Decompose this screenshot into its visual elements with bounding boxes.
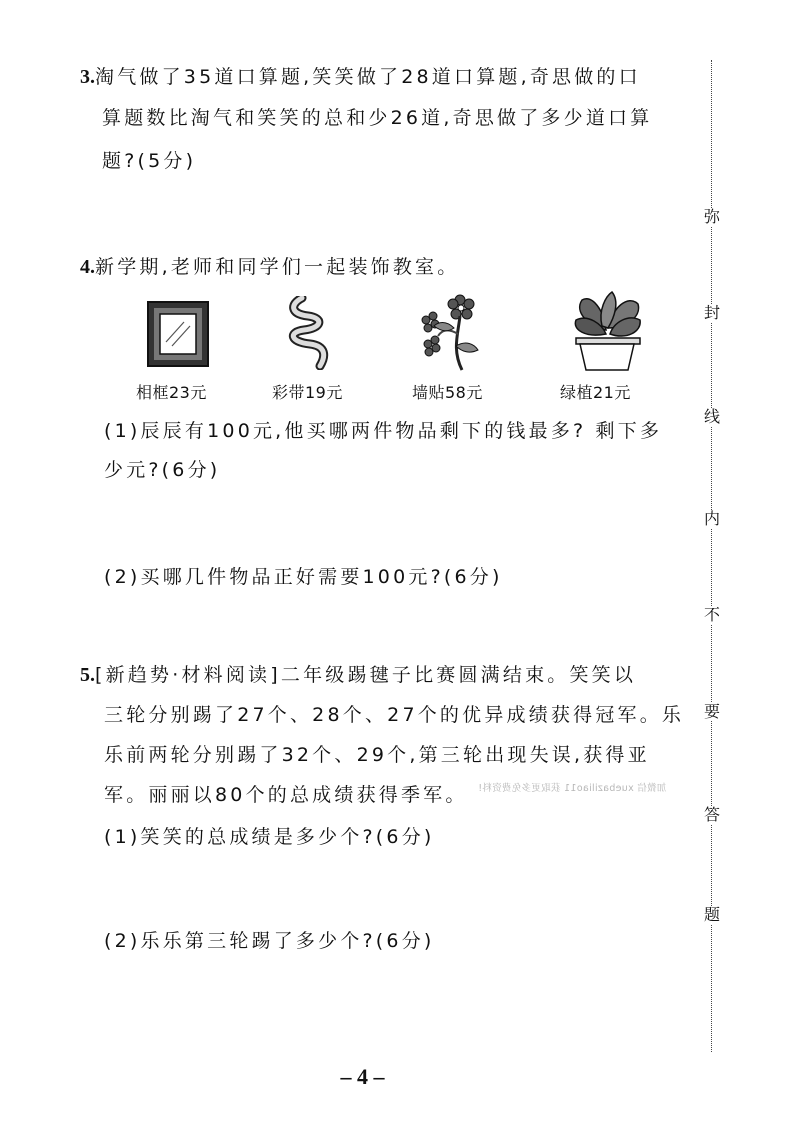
q3-line-3: 题?(5分) bbox=[102, 150, 197, 172]
seal-char-7: 答 bbox=[703, 805, 720, 824]
ribbon-icon bbox=[280, 296, 340, 370]
q5-text-1: [新趋势·材料阅读]二年级踢毽子比赛圆满结束。笑笑以 bbox=[95, 664, 637, 686]
page-number: – 4 – bbox=[340, 1064, 385, 1089]
seal-char-5: 不 bbox=[703, 605, 720, 624]
q5-number: 5. bbox=[80, 664, 95, 686]
q4-sub1-line-1: (1)辰辰有100元,他买哪两件物品剩下的钱最多? 剩下多 bbox=[104, 420, 663, 442]
q4-sub2: (2)买哪几件物品正好需要100元?(6分) bbox=[104, 566, 503, 588]
q3-line-1 bbox=[80, 62, 641, 89]
q4-sub1-line-2: 少元?(6分) bbox=[104, 459, 221, 481]
potted-plant-icon bbox=[568, 290, 646, 372]
seal-char-3: 线 bbox=[703, 407, 720, 426]
seal-char-8: 题 bbox=[703, 905, 720, 924]
item-label-frame: 相框23元 bbox=[136, 383, 207, 402]
q5-sub2: (2)乐乐第三轮踢了多少个?(6分) bbox=[104, 930, 435, 952]
seal-char-4: 内 bbox=[703, 509, 720, 528]
q5-line-1 bbox=[80, 660, 636, 687]
q5-line-3: 乐前两轮分别踢了32个、29个,第三轮出现失误,获得亚 bbox=[104, 744, 650, 766]
flower-sticker-icon bbox=[418, 294, 488, 372]
q5-sub1: (1)笑笑的总成绩是多少个?(6分) bbox=[104, 826, 435, 848]
seal-char-1: 弥 bbox=[703, 207, 720, 226]
seal-char-6: 要 bbox=[703, 702, 720, 721]
seal-char-2: 封 bbox=[703, 303, 720, 322]
q4-text-1: 新学期,老师和同学们一起装饰教室。 bbox=[95, 256, 460, 278]
q4-line-1 bbox=[80, 252, 459, 279]
q4-number: 4. bbox=[80, 256, 95, 278]
picture-frame-icon bbox=[146, 300, 212, 370]
item-label-ribbon: 彩带19元 bbox=[272, 383, 343, 402]
q3-line-2: 算题数比淘气和笑笑的总和少26道,奇思做了多少道口算 bbox=[102, 107, 653, 129]
watermark-text: 加微信 xuebaziliao11 获取更多免费资料! bbox=[478, 783, 667, 794]
item-label-plant: 绿植21元 bbox=[560, 383, 631, 402]
q5-line-2: 三轮分别踢了27个、28个、27个的优异成绩获得冠军。乐 bbox=[104, 704, 685, 726]
q5-line-4: 军。丽丽以80个的总成绩获得季军。 bbox=[104, 784, 468, 806]
q3-number: 3. bbox=[80, 66, 95, 88]
q3-text-1: 淘气做了35道口算题,笑笑做了28道口算题,奇思做的口 bbox=[95, 66, 641, 88]
item-label-sticker: 墙贴58元 bbox=[412, 383, 483, 402]
